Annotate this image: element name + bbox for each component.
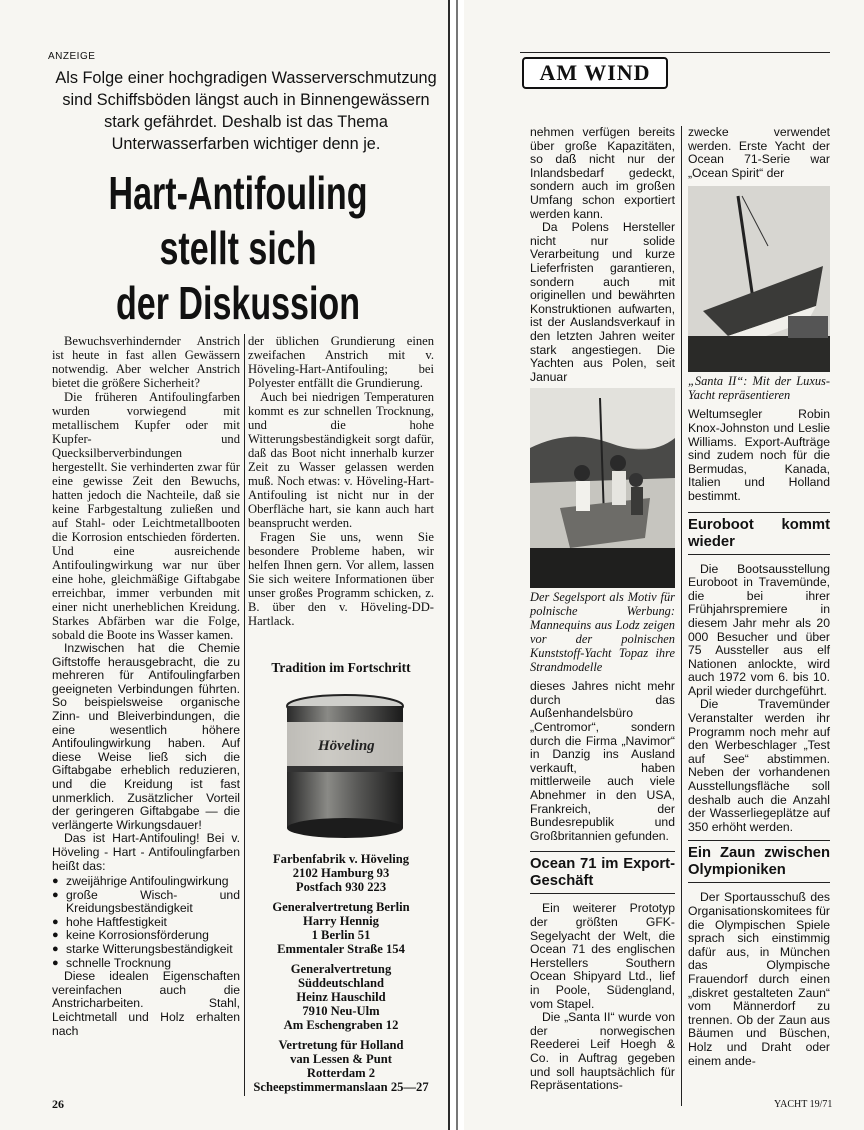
photo-caption-santa-ii: „Santa II“: Mit der Luxus-Yacht repräsentieren <box>688 374 830 403</box>
list-item: ● große Wisch- und Kreidungsbeständigkeit <box>52 889 240 916</box>
paragraph: Die „Santa II“ wurde von der norwegischen Reederei Leif Hoegh & Co. in Auftrag gegeben und soll hauptsächlich für Repräsentations- <box>530 1010 675 1093</box>
section-top-rule <box>520 52 830 53</box>
right-column-rule <box>681 126 682 1106</box>
photo-caption-mannequins: Der Segelsport als Motiv für polnische Werbung: Mannequins aus Lodz zeigen vor der polnischen Kunststoff-Yacht Topaz ihre Strandmodelle <box>530 590 675 675</box>
feature-list <box>52 875 240 970</box>
divider <box>530 851 675 852</box>
right-column-1 <box>530 126 675 1093</box>
address-berlin: Generalvertretung Berlin Harry Hennig 1 Berlin 51 Emmentaler Straße 154 <box>272 900 410 956</box>
headline-zaun: Ein Zaun zwischen Olympioniken <box>688 845 830 879</box>
santa-ii-yacht-photo <box>688 186 830 372</box>
page-number: 26 <box>52 1097 64 1111</box>
left-column-1 <box>52 334 240 1038</box>
paragraph: Inzwischen hat die Chemie Giftstoffe herausgebracht, die zu mehreren für Antifoulingfarben geeigneten Verbindungen führten. So beispielsweise organische Zinn- und Bleiverbindungen, die eine wesentlich höhere Antifoulingwirkung haben. Auf diese Weise ließ sich die Giftabgabe erheblich reduzieren, und die Kreidung ist fast unmerklich. Zusätzlicher Vorteil der geringeren Giftabgabe — die verlängerte Wirkungsdauer! <box>52 641 240 832</box>
divider <box>688 840 830 841</box>
address-hamburg: Farbenfabrik v. Höveling 2102 Hamburg 93 Postfach 930 223 <box>272 852 410 894</box>
headline-ocean-71: Ocean 71 im Export-Geschäft <box>530 856 675 890</box>
paragraph: nehmen verfügen bereits über große Kapazitäten, so daß nicht nur der Inlandsbedarf gedeckt, sondern auch im großen Umfang schon exportiert werden kann. <box>530 125 675 221</box>
list-item: ● schnelle Trocknung <box>52 957 240 971</box>
paragraph: der üblichen Grundierung einen zweifachen Anstrich mit v. Höveling-Hart-Antifouling; bei Polyester entfällt die Grundierung. <box>248 334 434 390</box>
list-item: ● starke Witterungsbeständigkeit <box>52 943 240 957</box>
headline <box>105 166 371 331</box>
paragraph: Der Sportausschuß des Organisationskomitees für die Olympischen Spiele sprach sich einstimmig dafür aus, in München das Olympische Frauendorf durch einen „diskret gestalteten Zaun“ vom Männerdorf zu trennen. Ob der Zaun aus Bäumen und Büschen, Holz und Draht oder einem ande- <box>688 890 830 1068</box>
right-column-2 <box>688 126 830 1068</box>
tradition-heading: Tradition im Fortschritt <box>271 660 411 675</box>
paragraph: Diese idealen Eigenschaften vereinfachen auch die Anstricharbeiten. Stahl, Leichtmetall und Holz erhalten nach <box>52 969 240 1038</box>
paragraph: Die Travemünder Veranstalter werden ihr Programm noch mehr auf den Werbeschlager „Test auf See“ abstimmen. Neben der vorhandenen Ausstellungsfläche soll deshalb auch die Anzahl der Wasserliegeplätze auf 350 erhöht werden. <box>688 697 830 834</box>
divider <box>688 554 830 555</box>
paragraph: Fragen Sie uns, wenn Sie besondere Probleme haben, wir helfen Ihnen gern. Vor allem, lassen Sie sich weitere Informationen über unser großes Programm schicken, z. B. über den v. Höveling-DD-Hartlack. <box>248 530 434 628</box>
paragraph: Die Bootsausstellung Euroboot in Travemünde, die bei ihrer Frühjahrspremiere in diesem Jahr mehr als 20 000 Besucher und über 75 Aussteller aus elf Nationen anlockte, wird auch 1972 vom 6. bis 10. April wieder durchgeführt. <box>688 561 830 698</box>
footer-issue: YACHT 19/71 <box>774 1099 833 1110</box>
intro-text: Als Folge einer hochgradigen Wasserverschmutzung sind Schiffsböden längst auch in Binnengewässern stark gefährdet. Deshalb ist das Thema Unterwasserfarben wichtiger denn je. <box>55 69 437 153</box>
paragraph: Auch bei niedrigen Temperaturen kommt es zur schnellen Trocknung, und die hohe Witterungsbeständigkeit sorgt dafür, daß das Boot nicht innerhalb kurzer Zeit zu Wasser gelassen werden muß. Noch etwas: v. Höveling-Hart-Antifouling ist nicht nur in der Oberfläche hart, sie kann auch hart beansprucht werden. <box>248 390 434 530</box>
list-item: ● keine Korrosionsförderung <box>52 929 240 943</box>
paint-can-image <box>283 692 408 840</box>
page-gutter-shadow <box>456 0 458 1130</box>
divider <box>530 893 675 894</box>
divider <box>688 882 830 883</box>
paragraph: Das ist Hart-Antifouling! Bei v. Höveling - Hart - Antifoulingfarben heißt das: <box>52 831 240 873</box>
paragraph: Die früheren Antifoulingfarben wurden vorwiegend mit metallischem Kupfer oder mit Kupfer- und Quecksilberverbindungen hergestellt. Sie verhinderten zwar für eine gewisse Zeit den Bewuchs, hatten jedoch die Nachteile, daß sie keine Farbgestaltung zuließen und auf Stahl- oder Leichtmetallbooten die Korrosion entschieden förderten. Und eine ausreichende Antifoulingwirkung war nur über eine hohe, gleichmäßige Giftabgabe erreichbar, immer verbunden mit einer nicht unerheblichen Kreidung. Starkes Abfärben war die Folge, sobald die Boote ins Wasser kamen. <box>52 390 240 642</box>
address-sueddeutschland: Generalvertretung Süddeutschland Heinz Hauschild 7910 Neu-Ulm Am Eschengraben 12 <box>283 962 399 1032</box>
left-column-2 <box>248 334 434 628</box>
column-rule <box>244 334 245 1096</box>
paragraph: dieses Jahres nicht mehr durch das Außenhandelsbüro „Centromor“, sondern durch die Firma „Navimor“ in Danzig ins Ausland verkauft, haben mittlerweile auch viele Abnehmer in den USA, Frankreich, der Bundesrepublik und Großbritannien gefunden. <box>530 679 675 843</box>
headline-line-3: der Diskussion <box>115 277 361 329</box>
divider <box>688 512 830 513</box>
address-block <box>248 852 434 1100</box>
paragraph: Da Polens Hersteller nicht nur solide Verarbeitung und kurze Lieferfristen garantieren, sondern auch mit originellen und bewährten Konstruktionen aufwarten, ist der Auslandsverkauf in den letzten Jahren weiter stark angestiegen. Die Yachten aus Polen, seit Januar <box>530 220 675 384</box>
mannequins-yacht-photo <box>530 388 675 588</box>
address-holland: Vertretung für Holland van Lessen & Punt Rotterdam 2 Scheepstimmermanslaan 25—27 <box>253 1038 429 1094</box>
can-label: Höveling <box>318 738 375 754</box>
section-logo-am-wind: AM WIND <box>522 57 668 89</box>
headline-euroboot: Euroboot kommt wieder <box>688 516 830 550</box>
headline-line-2: stellt sich <box>159 222 317 274</box>
headline-line-1: Hart-Antifouling <box>108 167 368 219</box>
list-item: ● hohe Haftfestigkeit <box>52 916 240 930</box>
paragraph: Bewuchsverhindernder Anstrich ist heute in fast allen Gewässern notwendig. Aber welcher Anstrich bietet die größere Sicherheit? <box>52 334 240 390</box>
paragraph: Weltumsegler Robin Knox-Johnston und Leslie Williams. Export-Aufträge sind zudem noch für die Bermudas, Kanada, Italien und Holland bestimmt. <box>688 407 830 503</box>
paragraph: zwecke verwendet werden. Erste Yacht der Ocean 71-Serie war „Ocean Spirit“ der <box>688 125 830 180</box>
list-item: ● zweijährige Antifoulingwirkung <box>52 875 240 889</box>
paragraph: Ein weiterer Prototyp der größten GFK-Segelyacht der Welt, die Ocean 71 des englischen Herstellers Southern Ocean Shipyard Ltd., lief in Poole, Südengland, vom Stapel. <box>530 901 675 1011</box>
anzeige-label: ANZEIGE <box>48 51 96 62</box>
